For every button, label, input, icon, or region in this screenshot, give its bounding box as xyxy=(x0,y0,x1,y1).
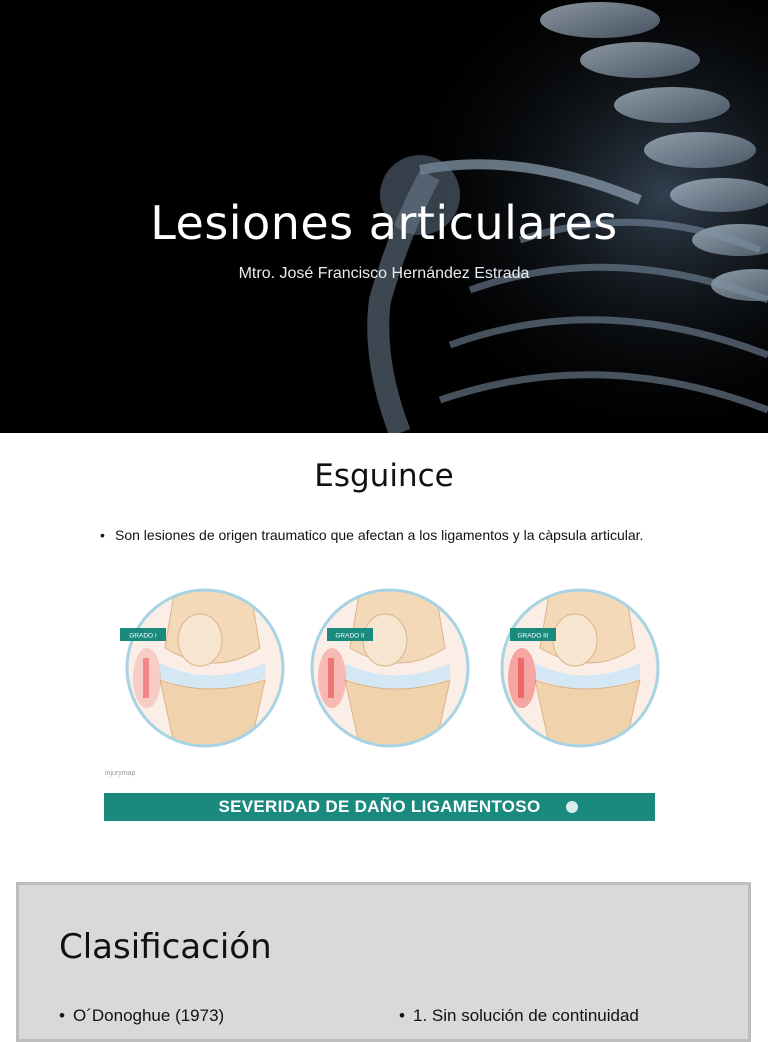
bullet-text: 1. Sin solución de continuidad xyxy=(413,1006,639,1025)
figure-watermark: injurymap xyxy=(105,770,136,777)
knee-diagram-1 xyxy=(120,588,285,748)
banner-text: SEVERIDAD DE DAÑO LIGAMENTOSO xyxy=(218,797,541,816)
knee-diagram-3 xyxy=(500,588,660,748)
slide-title: Lesiones articulares xyxy=(150,196,618,250)
slide-subtitle: Mtro. José Francisco Hernández Estrada xyxy=(238,265,530,282)
right-column-item xyxy=(399,1006,639,1026)
clasificacion-slide xyxy=(16,882,751,1042)
bullet-icon: • xyxy=(100,527,105,543)
slide-heading: Clasificación xyxy=(59,927,272,967)
knee-diagram-2 xyxy=(310,588,470,748)
bullet-icon: • xyxy=(399,1006,405,1025)
bullet-text: O´Donoghue (1973) xyxy=(73,1006,225,1025)
left-column-item xyxy=(59,1006,224,1026)
figure-banner xyxy=(104,793,655,821)
grade-label: GRADO III xyxy=(517,632,549,640)
bullet-icon: • xyxy=(59,1006,65,1025)
bullet-item xyxy=(100,527,720,543)
slide-heading: Esguince xyxy=(314,458,454,494)
grade-label: GRADO I xyxy=(129,632,157,640)
sprain-grades-figure xyxy=(100,583,660,828)
grade-label: GRADO II xyxy=(335,632,365,640)
title-slide xyxy=(0,0,768,433)
logo-icon xyxy=(566,801,578,813)
bullet-text: Son lesiones de origen traumatico que afectan a los ligamentos y la càpsula articular. xyxy=(115,527,644,543)
esguince-slide xyxy=(0,433,768,861)
